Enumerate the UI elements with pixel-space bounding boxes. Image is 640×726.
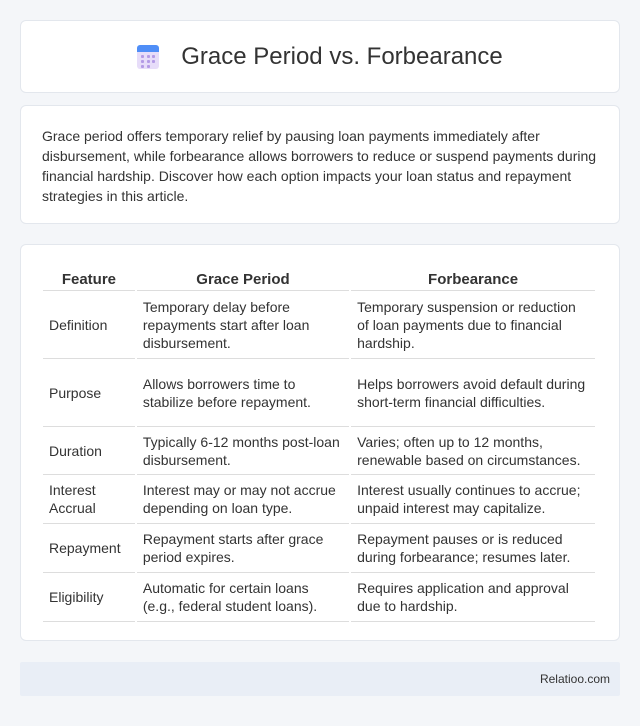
feature-cell: Definition [43,291,135,359]
table-row [43,573,595,622]
calendar-icon [137,45,159,69]
table-row [43,427,595,475]
header-forbearance: Forbearance [351,265,595,291]
grace-period-cell: Typically 6-12 months post-loan disbursement. [137,427,349,475]
table-row [43,291,595,359]
table-row [43,359,595,427]
forbearance-cell: Interest usually continues to accrue; unpaid interest may capitalize. [351,475,595,524]
forbearance-cell: Helps borrowers avoid default during short-term financial difficulties. [351,359,595,427]
feature-cell: Interest Accrual [43,475,135,524]
header-feature: Feature [43,265,135,291]
feature-cell: Purpose [43,359,135,427]
grace-period-cell: Allows borrowers time to stabilize before repayment. [137,359,349,427]
feature-cell: Repayment [43,524,135,573]
table-header-row [43,265,595,291]
table-row [43,524,595,573]
comparison-table [41,265,597,622]
grace-period-cell: Repayment starts after grace period expires. [137,524,349,573]
title-card [20,20,620,93]
forbearance-cell: Requires application and approval due to hardship. [351,573,595,622]
comparison-card [20,244,620,641]
forbearance-cell: Varies; often up to 12 months, renewable based on circumstances. [351,427,595,475]
grace-period-cell: Automatic for certain loans (e.g., federal student loans). [137,573,349,622]
table-row [43,475,595,524]
grace-period-cell: Temporary delay before repayments start after loan disbursement. [137,291,349,359]
footer-bar [20,662,620,696]
forbearance-cell: Temporary suspension or reduction of loan payments due to financial hardship. [351,291,595,359]
grace-period-cell: Interest may or may not accrue depending on loan type. [137,475,349,524]
intro-card [20,105,620,224]
feature-cell: Duration [43,427,135,475]
page-title: Grace Period vs. Forbearance [181,42,503,70]
forbearance-cell: Repayment pauses or is reduced during forbearance; resumes later. [351,524,595,573]
header-grace-period: Grace Period [137,265,349,291]
feature-cell: Eligibility [43,573,135,622]
intro-text: Grace period offers temporary relief by pausing loan payments immediately after disbursement, while forbearance allows borrowers to reduce or suspend payments during financial hardship. Discover how each option impacts your loan status and repayment strategies in this article. [42,128,597,204]
footer-brand[interactable]: Relatioo.com [539,672,610,686]
